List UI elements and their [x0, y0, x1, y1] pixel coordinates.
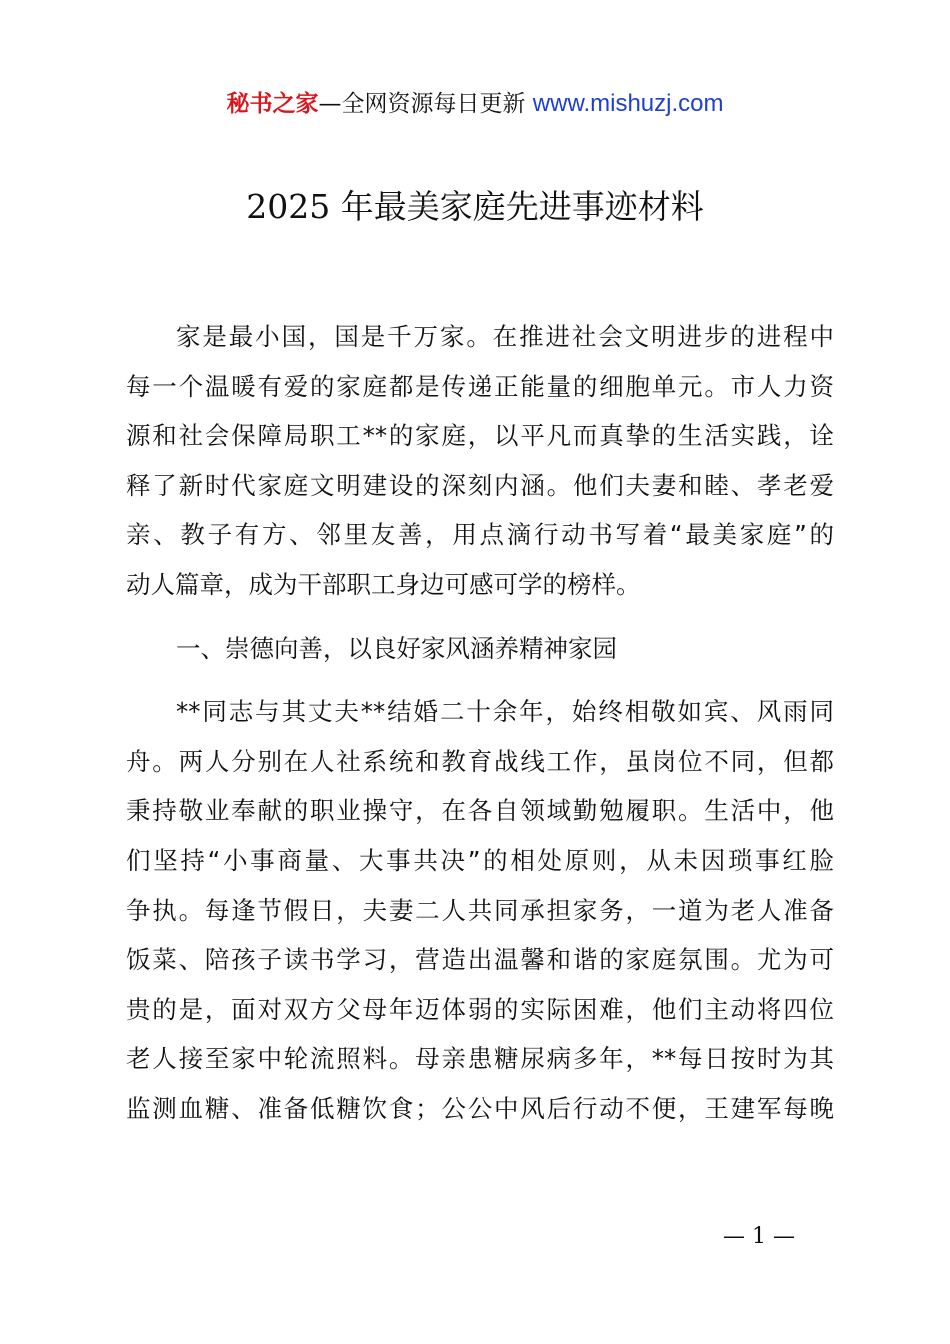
brand-name: 秘书之家: [226, 91, 319, 117]
paragraph-gap: [126, 610, 834, 624]
document-title: 2025 年最美家庭先进事迹材料: [246, 187, 704, 226]
page-number: — 1 —: [723, 1224, 795, 1249]
text-line: 动人篇章，成为干部职工身边可感可学的榜样。: [126, 569, 641, 599]
text-line: 亲、教子有方、邻里友善，用点滴行动书写着“最美家庭”的: [126, 520, 834, 550]
section-heading: [126, 624, 834, 674]
text-line: 贵的是，面对双方父母年迈体弱的实际困难，他们主动将四位: [126, 994, 834, 1024]
text-line: 老人接至家中轮流照料。母亲患糖尿病多年，**每日按时为其: [126, 1044, 834, 1074]
text-line: **同志与其丈夫**结婚二十余年，始终相敬如宾、风雨同: [176, 697, 834, 727]
text-line: 家是最小国，国是千万家。在推进社会文明进步的进程中: [176, 322, 834, 351]
paragraph-intro: [126, 312, 834, 610]
text-line: 秉持敬业奉献的职业操守，在各自领域勤勉履职。生活中，他: [126, 796, 834, 826]
site-header: [0, 86, 950, 122]
heading-line: 一、崇德向善，以良好家风涵养精神家园: [176, 633, 617, 663]
document-body: [126, 312, 834, 1134]
paragraph-section-one: [126, 687, 834, 1133]
text-line: 争执。每逢节假日，夫妻二人共同承担家务，一道为老人准备: [126, 895, 834, 925]
text-line: 源和社会保障局职工**的家庭，以平凡而真挚的生活实践，诠: [126, 421, 834, 451]
text-line: 每一个温暖有爱的家庭都是传递正能量的细胞单元。市人力资: [126, 371, 834, 401]
header-slogan: —全网资源每日更新: [318, 91, 533, 117]
text-line: 们坚持“小事商量、大事共决”的相处原则，从未因琐事红脸: [126, 845, 834, 875]
text-line: 饭菜、陪孩子读书学习，营造出温馨和谐的家庭氛围。尤为可: [126, 945, 834, 975]
text-line: 释了新时代家庭文明建设的深刻内涵。他们夫妻和睦、孝老爱: [126, 470, 834, 500]
paragraph-gap: [126, 673, 834, 687]
text-line: 舟。两人分别在人社系统和教育战线工作，虽岗位不同，但都: [126, 746, 834, 776]
text-line: 监测血糖、准备低糖饮食；公公中风后行动不便，王建军每晚: [126, 1093, 834, 1123]
site-url-link[interactable]: www.mishuzj.com: [532, 90, 724, 117]
